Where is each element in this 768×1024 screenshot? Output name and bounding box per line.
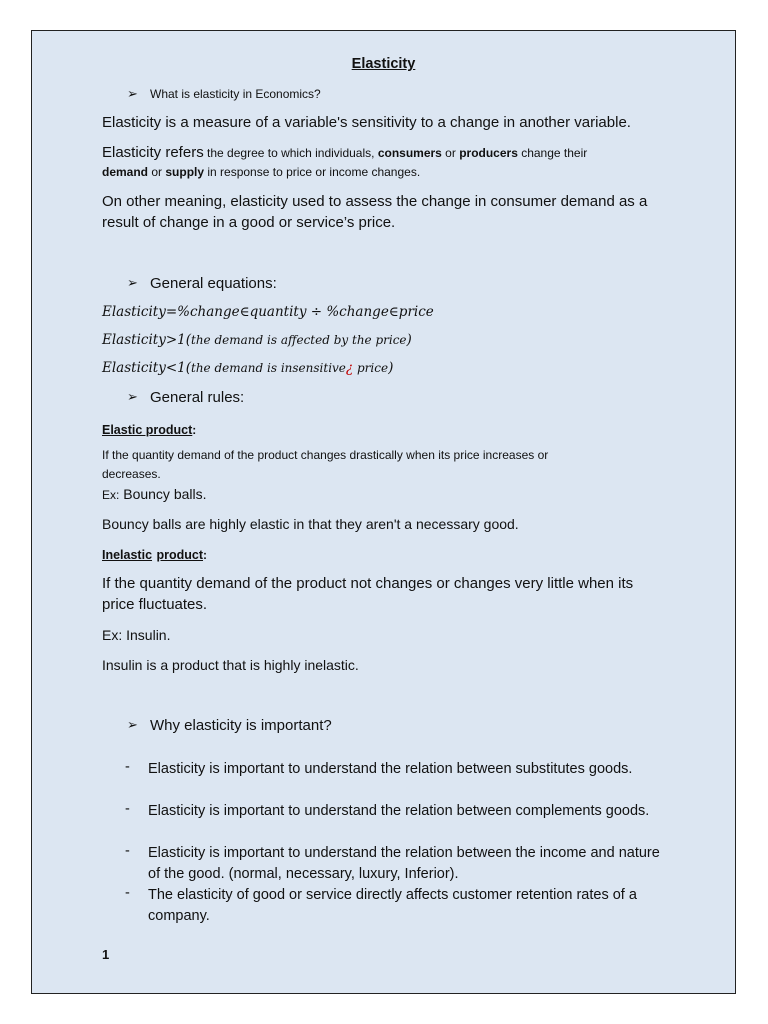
inelastic-example: Ex: Insulin. — [102, 627, 171, 643]
list-item: - Elasticity is important to understand the relation between the income and nature of the good. (normal, necessary, luxury, Inferior). — [125, 843, 660, 882]
arrow-bullet-icon: ➢ — [127, 717, 138, 732]
inelastic-description-line2: price fluctuates. — [102, 596, 208, 613]
elastic-product-heading: Elastic product: — [102, 423, 197, 437]
elastic-example: Ex: Bouncy balls. — [102, 486, 207, 502]
inelastic-note: Insulin is a product that is highly inelastic. — [102, 657, 359, 673]
document-page — [31, 30, 736, 994]
inelastic-description-line1: If the quantity demand of the product not changes or changes very little when its — [102, 575, 634, 592]
arrow-bullet-icon: ➢ — [127, 86, 138, 101]
other-meaning-paragraph-line2: result of change in a good or service’s price. — [102, 214, 396, 231]
elastic-description-line1: If the quantity demand of the product changes drastically when its price increases or — [102, 448, 549, 462]
page-number: 1 — [102, 947, 110, 962]
list-item: - Elasticity is important to understand the relation between substitutes goods. — [125, 759, 633, 777]
equation-elastic: Elasticity>1(the demand is affected by the price) — [102, 332, 412, 348]
definition-paragraph: Elasticity is a measure of a variable's sensitivity to a change in another variable. — [102, 114, 631, 131]
bullet-why-important: ➢ Why elasticity is important? — [127, 717, 332, 734]
bullet-what-is-elasticity — [127, 86, 527, 104]
page-title: Elasticity — [351, 56, 416, 72]
arrow-bullet-icon: ➢ — [127, 275, 138, 290]
inelastic-product-heading: Inelastic product: — [102, 548, 208, 562]
elastic-note: Bouncy balls are highly elastic in that they aren't a necessary good. — [102, 516, 519, 532]
equation-inelastic: Elasticity<1(the demand is insensitive¿ price) — [102, 360, 394, 376]
question-heading: What is elasticity in Economics? — [150, 87, 321, 101]
refers-paragraph: Elasticity refers the degree to which individuals, consumers or producers change their demand or supply in response to price or income changes. — [102, 144, 588, 179]
bullet-general-equations: ➢ General equations: — [127, 275, 277, 292]
elastic-description-line2: decreases. — [102, 467, 161, 481]
other-meaning-paragraph-line1: On other meaning, elasticity used to assess the change in consumer demand as a — [102, 193, 648, 210]
list-item: - Elasticity is important to understand the relation between complements goods. — [125, 801, 650, 819]
arrow-bullet-icon: ➢ — [127, 389, 138, 404]
equation-elasticity: Elasticity=%change∈quantity ÷ %change∈price — [102, 304, 434, 320]
list-item: - The elasticity of good or service directly affects customer retention rates of a company. — [125, 885, 637, 924]
bullet-general-rules: ➢ General rules: — [127, 389, 245, 406]
